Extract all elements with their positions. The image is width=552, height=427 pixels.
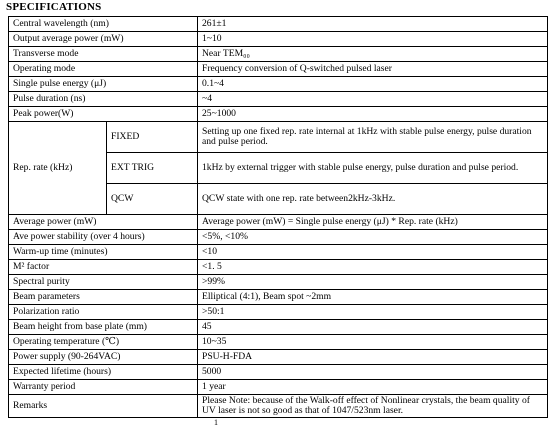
table-row: [9, 17, 548, 32]
table-row: [9, 380, 548, 395]
spec-label: Remarks: [9, 395, 198, 418]
spec-label: Central wavelength (nm): [9, 17, 198, 32]
spec-label: Warm-up time (minutes): [9, 245, 198, 260]
table-row: [9, 290, 548, 305]
table-row: [9, 395, 548, 418]
spec-label: Average power (mW): [9, 215, 198, 230]
table-row: [9, 335, 548, 350]
spec-value: <10: [198, 245, 548, 260]
spec-label: Transverse mode: [9, 47, 198, 62]
table-row: [9, 350, 548, 365]
spec-value: 1 year: [198, 380, 548, 395]
rep-mode-qcw-value: QCW state with one rep. rate between2kHz-3kHz.: [198, 184, 548, 215]
table-row: [9, 107, 548, 122]
table-row: [9, 305, 548, 320]
spec-label: Ave power stability (over 4 hours): [9, 230, 198, 245]
spec-value: Average power (mW) = Single pulse energy (μJ) * Rep. rate (kHz): [198, 215, 548, 230]
rep-mode-qcw: QCW: [107, 184, 198, 215]
spec-label: Pulse duration (ns): [9, 92, 198, 107]
table-row: [9, 365, 548, 380]
spec-label: Operating temperature (℃): [9, 335, 198, 350]
spec-label: Peak power(W): [9, 107, 198, 122]
spec-value: 5000: [198, 365, 548, 380]
spec-value: PSU-H-FDA: [198, 350, 548, 365]
rep-mode-ext-trig-value: 1kHz by external trigger with stable pulse energy, pulse duration and pulse period.: [198, 153, 548, 184]
table-row: [9, 77, 548, 92]
spec-value: 0.1~4: [198, 77, 548, 92]
spec-value: Near TEM₀₀: [198, 47, 548, 62]
table-row: [9, 92, 548, 107]
spec-label: M² factor: [9, 260, 198, 275]
spec-label: Polarization ratio: [9, 305, 198, 320]
spec-label: Spectral purity: [9, 275, 198, 290]
table-row: [9, 320, 548, 335]
table-row: [9, 62, 548, 77]
spec-value: 45: [198, 320, 548, 335]
spec-value: >50:1: [198, 305, 548, 320]
spec-label: Operating mode: [9, 62, 198, 77]
spec-value: 1~10: [198, 32, 548, 47]
table-row: [9, 47, 548, 62]
table-row: [9, 122, 548, 153]
spec-value: <1. 5: [198, 260, 548, 275]
spec-value: Please Note: because of the Walk-off effect of Nonlinear crystals, the beam quality of UV laser is not so good as that of 1047/523nm laser.: [198, 395, 548, 418]
table-row: [9, 245, 548, 260]
table-row: [9, 32, 548, 47]
rep-mode-fixed-value: Setting up one fixed rep. rate internal at 1kHz with stable pulse energy, pulse duration and pulse period.: [198, 122, 548, 153]
spec-value: Frequency conversion of Q-switched pulsed laser: [198, 62, 548, 77]
spec-label: Output average power (mW): [9, 32, 198, 47]
specifications-table: [8, 16, 548, 418]
table-row: [9, 275, 548, 290]
spec-label: Expected lifetime (hours): [9, 365, 198, 380]
table-row: [9, 215, 548, 230]
section-title: SPECIFICATIONS: [6, 1, 102, 13]
spec-value: >99%: [198, 275, 548, 290]
spec-value: 10~35: [198, 335, 548, 350]
spec-label: Beam height from base plate (mm): [9, 320, 198, 335]
rep-mode-fixed: FIXED: [107, 122, 198, 153]
spec-value: Elliptical (4:1), Beam spot ~2mm: [198, 290, 548, 305]
page-number: 1: [214, 418, 218, 427]
spec-value: <5%, <10%: [198, 230, 548, 245]
spec-label: Warranty period: [9, 380, 198, 395]
spec-label: Power supply (90-264VAC): [9, 350, 198, 365]
spec-value: ~4: [198, 92, 548, 107]
rep-rate-label: Rep. rate (kHz): [9, 122, 107, 215]
spec-value: 25~1000: [198, 107, 548, 122]
spec-label: Beam parameters: [9, 290, 198, 305]
table-row: [9, 260, 548, 275]
table-row: [9, 230, 548, 245]
rep-mode-ext-trig: EXT TRIG: [107, 153, 198, 184]
spec-label: Single pulse energy (μJ): [9, 77, 198, 92]
spec-value: 261±1: [198, 17, 548, 32]
